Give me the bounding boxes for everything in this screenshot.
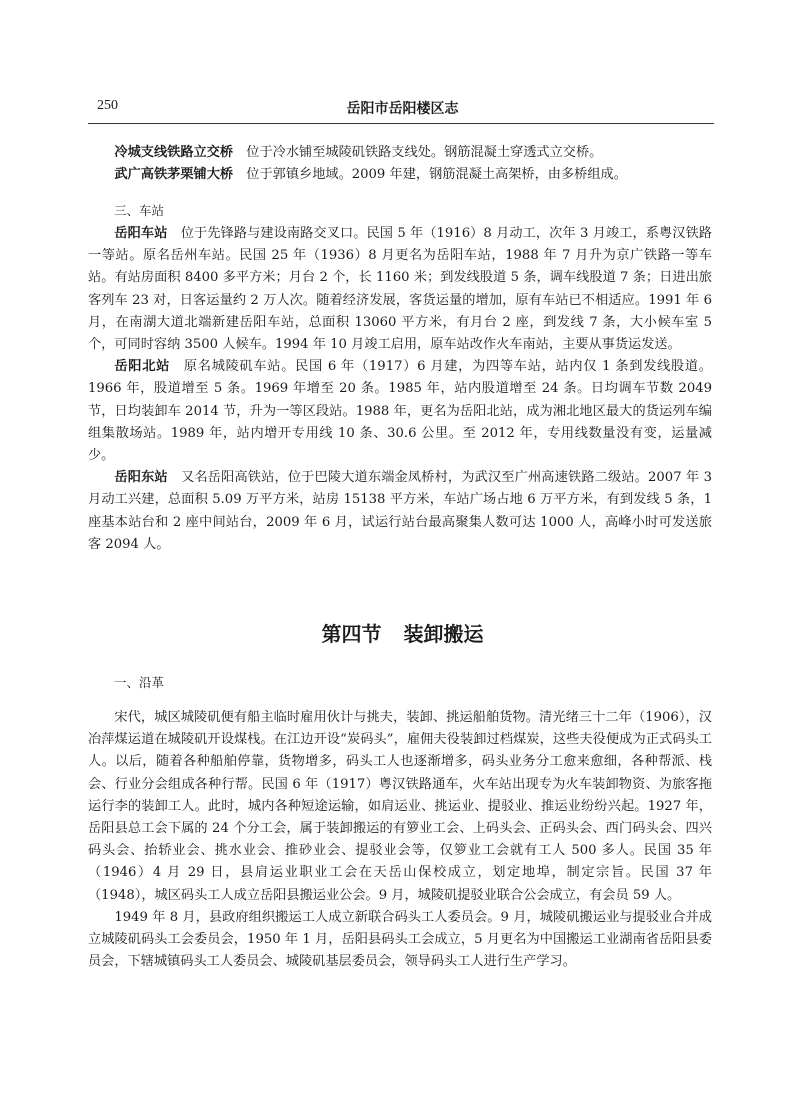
paragraph: 1949 年 8 月，县政府组织搬运工人成立新联合码头工人委员会。9 月，城陵矶搬运业与提驳业合并成立城陵矶码头工会委员会，1950 年 1 月，岳阳县码头工会成立，5 月更名为中国搬运工业湖南省岳阳县委员会，下辖城镇码头工人委员会、城陵矶基层委员会，领导码头工人进行生产学习。	[88, 909, 712, 970]
entry-term: 岳阳车站	[114, 226, 168, 241]
entry-text: 原名城陵矶车站。民国 6 年（1917）6 月建，为四等车站，站内仅 1 条到发线股道。1966 年，股道增至 5 条。1969 年增至 20 条。1985 年，站内股道增至 24 条。日均调车节数 2049 节，日均装卸车 2014 节，升为一等区段站。1988 年，更名为岳阳北站，成为湘北地区最大的货运列车编组集散场站。1989 年，站内增开专用线 10 条、30.6 公里。至 2012 年，专用线数量没有变，运量减少。	[88, 359, 712, 464]
entry-term: 冷城支线铁路立交桥	[114, 145, 234, 160]
entry-text: 又名岳阳高铁站，位于巴陵大道东端金凤桥村，为武汉至广州高速铁路二级站。2007 年 3 月动工兴建，总面积 5.09 万平方米，站房 15138 平方米，车站广场占地 6 万平方米，有到发线 5 条，1 座基本站台和 2 座中间站台，2009 年 6 月，试运行站台最高聚集人数可达 1000 人，高峰小时可发送旅客 2094 人。	[88, 470, 713, 552]
running-title: 岳阳市岳阳楼区志	[346, 101, 459, 117]
header-divider	[88, 123, 714, 124]
section-number: 第四节	[321, 622, 382, 646]
entry-term: 武广高铁茅栗铺大桥	[114, 167, 234, 183]
history-heading: 一、沿革	[114, 675, 165, 690]
entry-term: 岳阳东站	[114, 470, 168, 486]
history-text	[88, 707, 712, 973]
section-name: 装卸搬运	[403, 622, 484, 646]
station-entries	[88, 223, 712, 556]
section-title	[0, 618, 805, 647]
station-entry	[88, 223, 712, 356]
page-number: 250	[97, 98, 118, 113]
entry-text: 位于郭镇乡地域。2009 年建，钢筋混凝土高架桥，由多桥组成。	[246, 167, 627, 183]
entry-text: 位于冷水铺至城陵矶铁路支线处。钢筋混凝土穿透式立交桥。	[246, 145, 603, 160]
stations-heading: 三、车站	[114, 203, 165, 218]
paragraph: 宋代，城区城陵矶便有船主临时雇用伙计与挑夫，装卸、挑运船舶货物。清光绪三十二年（1906），汉冶萍煤运道在城陵矶开设煤栈。在江边开设“炭码头”，雇佣夫役装卸过档煤炭，这些夫役便成为正式码头工人。以后，随着各种船舶停靠，货物增多，码头工人也逐渐增多，码头业务分工愈来愈细，各种帮派、栈会、行业分会组成各种行帮。民国 6 年（1917）粤汉铁路通车，火车站出现专为火车装卸物资、为旅客拖运行李的装卸工人。此时，城内各种短途运输，如肩运业、挑运业、提驳业、推运业纷纷兴起。1927 年，岳阳县总工会下属的 24 个分工会，属于装卸搬运的有箩业工会、上码头会、正码头会、西门码头会、四兴码头会、抬轿业会、挑水业会、推砂业会、提驳业会等，仅箩业工会就有工人 500 多人。民国 35 年（1946）4 月 29 日，县肩运业职业工会在天岳山保校成立，划定地埠，制定宗旨。民国 37 年（1948），城区码头工人成立岳阳县搬运业公会。9 月，城陵矶提驳业联合公会成立，有会员 59 人。	[88, 710, 712, 903]
entry-text: 位于先锋路与建设南路交叉口。民国 5 年（1916）8 月动工，次年 3 月竣工，系粤汉铁路一等站。原名岳州车站。民国 25 年（1936）8 月更名为岳阳车站，1988 年 7 月升为京广铁路一等车站。有站房面积 8400 多平方米；月台 2 个，长 1160 米；到发线股道 5 条，调车线股道 7 条；日进出旅客列车 23 对，日客运量约 2 万人次。随着经济发展，客货运量的增加，原有车站已不相适应。1991 年 6 月，在南湖大道北端新建岳阳车站，总面积 13060 平方米，有月台 2 座，到发线 7 条，大小候车室 5 个，可同时容纳 3500 人候车。1994 年 10 月竣工启用，原车站改作火车南站，主要从事货运发送。	[88, 226, 712, 353]
bridge-entries	[88, 142, 712, 186]
bridge-entry	[88, 164, 712, 186]
station-entry	[88, 467, 712, 556]
entry-term: 岳阳北站	[114, 359, 170, 375]
station-entry	[88, 356, 712, 467]
bridge-entry	[88, 142, 712, 164]
